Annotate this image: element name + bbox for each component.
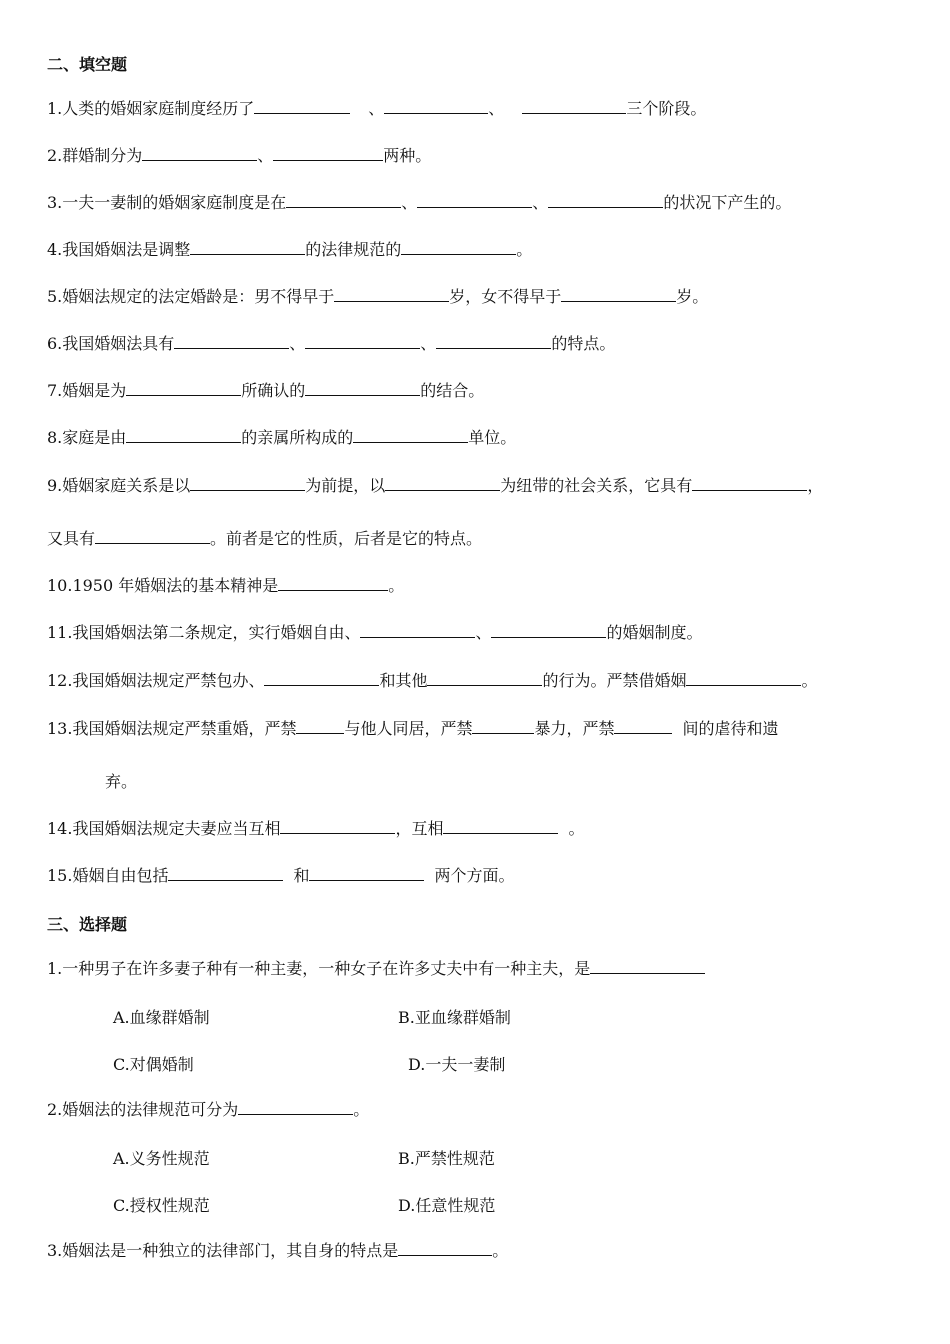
answer-blank[interactable] [353,428,468,443]
fill-question-5: 5.婚姻法规定的法定婚龄是：男不得早于 岁，女不得早于 岁。 [47,287,709,306]
answer-blank[interactable] [614,719,672,734]
answer-blank[interactable] [190,476,305,491]
answer-blank[interactable] [384,99,488,114]
section-heading-multiple-choice: 三、选择题 [47,915,128,934]
answer-blank[interactable] [174,334,289,349]
answer-blank[interactable] [280,819,395,834]
choice-option-a[interactable]: A.血缘群婚制 [113,1008,210,1027]
choice-option-b[interactable]: B.亚血缘群婚制 [398,1008,511,1027]
answer-blank[interactable] [254,99,350,114]
choice-option-a[interactable]: A.义务性规范 [113,1149,210,1168]
answer-blank[interactable] [491,623,606,638]
answer-blank[interactable] [305,381,420,396]
answer-blank[interactable] [385,476,500,491]
answer-blank[interactable] [561,287,676,302]
fill-question-12: 12.我国婚姻法规定严禁包办、 和其他 的行为。严禁借婚姻 。 [47,671,818,690]
section-heading-fill-blank: 二、填空题 [47,55,128,74]
answer-blank[interactable] [522,99,626,114]
choice-option-d[interactable]: D.一夫一妻制 [408,1055,506,1074]
answer-blank[interactable] [398,1241,492,1256]
answer-blank[interactable] [686,671,801,686]
answer-blank[interactable] [401,240,516,255]
fill-question-7: 7.婚姻是为 所确认的 的结合。 [47,381,485,400]
choice-option-b[interactable]: B.严禁性规范 [398,1149,495,1168]
answer-blank[interactable] [168,866,283,881]
fill-question-2: 2.群婚制分为 、 两种。 [47,146,432,165]
answer-blank[interactable] [427,671,542,686]
answer-blank[interactable] [126,428,241,443]
choice-option-c[interactable]: C.授权性规范 [113,1196,210,1215]
fill-question-15: 15.婚姻自由包括 和 两个方面。 [47,866,515,885]
fill-question-9-cont: 又具有 。前者是它的性质，后者是它的特点。 [47,529,483,548]
answer-blank[interactable] [305,334,420,349]
choice-question-3: 3.婚姻法是一种独立的法律部门，其自身的特点是 。 [47,1241,509,1260]
fill-question-4: 4.我国婚姻法是调整 的法律规范的 。 [47,240,533,259]
answer-blank[interactable] [436,334,551,349]
fill-question-10: 10.1950 年婚姻法的基本精神是 。 [47,576,405,595]
answer-blank[interactable] [472,719,534,734]
answer-blank[interactable] [590,959,705,974]
answer-blank[interactable] [360,623,475,638]
fill-question-11: 11.我国婚姻法第二条规定，实行婚姻自由、 、 的婚姻制度。 [47,623,703,642]
answer-blank[interactable] [334,287,449,302]
fill-question-3: 3.一夫一妻制的婚姻家庭制度是在 、 、 的状况下产生的。 [47,193,792,212]
answer-blank[interactable] [273,146,383,161]
answer-blank[interactable] [126,381,241,396]
answer-blank[interactable] [548,193,663,208]
answer-blank[interactable] [142,146,257,161]
answer-blank[interactable] [692,476,807,491]
answer-blank[interactable] [190,240,305,255]
choice-question-2: 2.婚姻法的法律规范可分为 。 [47,1100,370,1119]
answer-blank[interactable] [417,193,532,208]
answer-blank[interactable] [264,671,379,686]
answer-blank[interactable] [238,1100,353,1115]
fill-question-13-cont: 弃。 [105,772,138,791]
fill-question-8: 8.家庭是由 的亲属所构成的 单位。 [47,428,517,447]
fill-question-1: 1.人类的婚姻家庭制度经历了 、 、 三个阶段。 [47,99,707,118]
answer-blank[interactable] [443,819,558,834]
choice-question-1: 1.一种男子在许多妻子种有一种主妻，一种女子在许多丈夫中有一种主夫，是 [47,958,920,980]
answer-blank[interactable] [309,866,424,881]
choice-option-c[interactable]: C.对偶婚制 [113,1055,194,1074]
answer-blank[interactable] [95,529,210,544]
fill-question-14: 14.我国婚姻法规定夫妻应当互相 ，互相 。 [47,819,585,838]
fill-question-13: 13.我国婚姻法规定严禁重婚，严禁 与他人同居，严禁 暴力，严禁 间的虐待和遗 [47,719,779,738]
fill-question-6: 6.我国婚姻法具有 、 、 的特点。 [47,334,616,353]
answer-blank[interactable] [296,719,344,734]
fill-question-9: 9.婚姻家庭关系是以 为前提，以 为纽带的社会关系，它具有 ， [47,476,824,495]
answer-blank[interactable] [278,576,388,591]
answer-blank[interactable] [286,193,401,208]
choice-option-d[interactable]: D.任意性规范 [398,1196,496,1215]
